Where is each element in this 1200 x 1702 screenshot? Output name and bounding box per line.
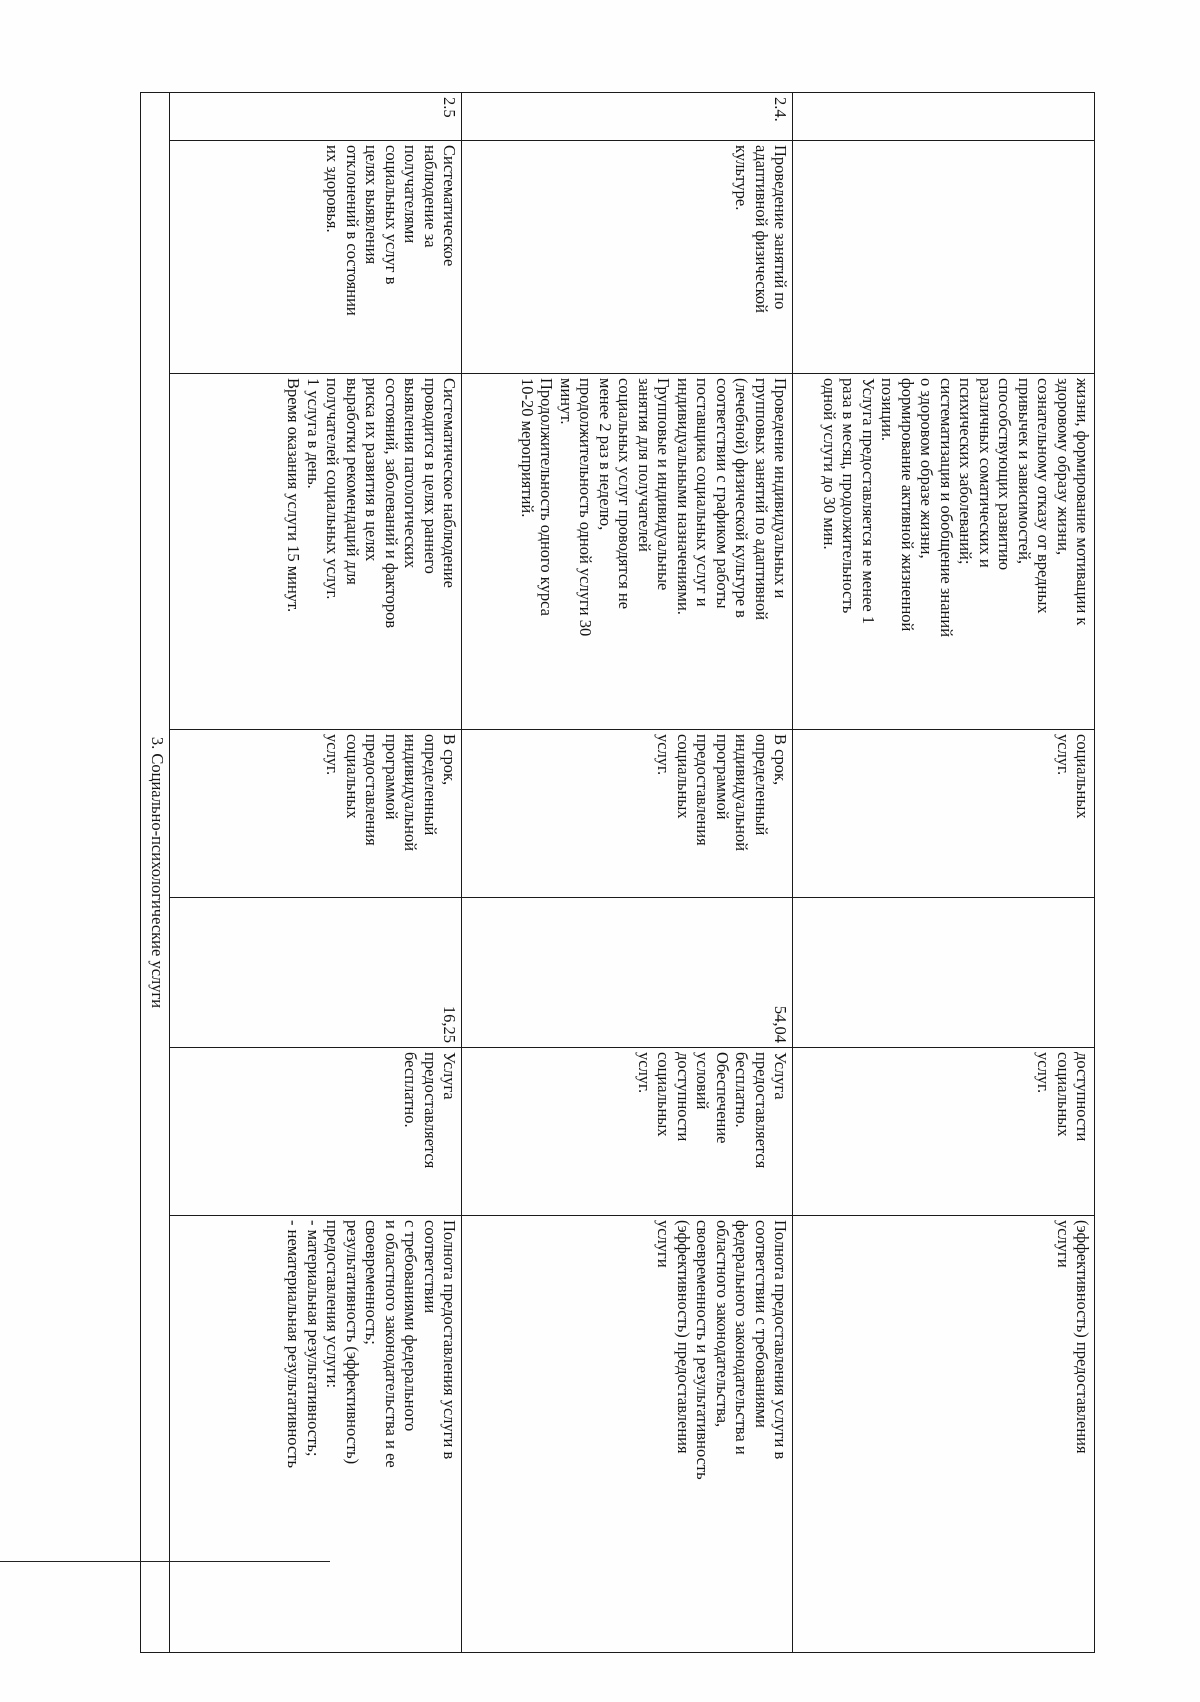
criteria-cell: Полнота предоставления услуги в соответствии с требованиями федерального законодательства и областного законодательства, своевременность и результативность (эффективность) предоставления услуги (462, 1216, 793, 1653)
section-title: 3. Социально-психологические услуги (141, 93, 170, 1653)
conditions-cell: доступности социальных услуг. (793, 1048, 1095, 1216)
description-cell: Проведение индивидуальных и групповых занятий по адаптивной (лечебной) физической культуре в соответствии с графиком работы поставщика социальных услуг и индивидуальными назначениями. Групповые и индивидуальные занятия для получателей социальных услуг проводятся не менее 2 раз в неделю, продолжительность одной услуги 30 минут. Продолжительность одного курса 10-20 мероприятий. (462, 374, 793, 730)
row-number-cell: 2.4. (462, 93, 793, 141)
description-cell: жизни, формирование мотивации к здоровому образу жизни, сознательному отказу от вредных привычек и зависимостей, способствующих развитию различных соматических и психических заболеваний; систематизация и обобщение знаний о здоровом образе жизни, формирование активной жизненной позиции. Услуга предоставляется не менее 1 раза в месяц, продолжительность одной услуги до 30 мин. (793, 374, 1095, 730)
term-cell: социальных услуг. (793, 730, 1095, 898)
cost-cell: 16,25 (170, 898, 462, 1048)
service-name-cell: Систематическое наблюдение за получателями социальных услуг в целях выявления отклонений в состоянии их здоровья. (170, 141, 462, 374)
table-row-continuation (793, 93, 1095, 1653)
services-table (140, 92, 1095, 1653)
service-name-cell: Проведение занятий по адаптивной физической культуре. (462, 141, 793, 374)
row-number-cell (793, 93, 1095, 141)
cost-cell: 54,04 (462, 898, 793, 1048)
criteria-cell: Полнота предоставления услуги в соответствии с требованиями федерального и областного законодательства и ее своевременность; результативность (эффективность) предоставления услуги: - материальная результативность; - нематериальная результативность (170, 1216, 462, 1653)
description-cell: Систематическое наблюдение проводится в целях раннего выявления патологических состояний, заболеваний и факторов риска их развития в целях выработки рекомендаций для получателей социальных услуг. 1 услуга в день. Время оказания услуги 15 минут. (170, 374, 462, 730)
term-cell: В срок, определенный индивидуальной программой предоставления социальных услуг. (462, 730, 793, 898)
term-cell: В срок, определенный индивидуальной программой предоставления социальных услуг. (170, 730, 462, 898)
table-row-2-4 (462, 93, 793, 1653)
conditions-cell: Услуга предоставляется бесплатно. Обеспечение условий доступности социальных услуг. (462, 1048, 793, 1216)
row-number-cell: 2.5 (170, 93, 462, 141)
rotated-table-content (133, 92, 1095, 1652)
criteria-cell: (эффективность) предоставления услуги (793, 1216, 1095, 1653)
cost-cell (793, 898, 1095, 1048)
bottom-rule (0, 1561, 330, 1562)
service-name-cell (793, 141, 1095, 374)
section-heading-row (141, 93, 170, 1653)
table-row-2-5 (170, 93, 462, 1653)
conditions-cell: Услуга предоставляется бесплатно. (170, 1048, 462, 1216)
